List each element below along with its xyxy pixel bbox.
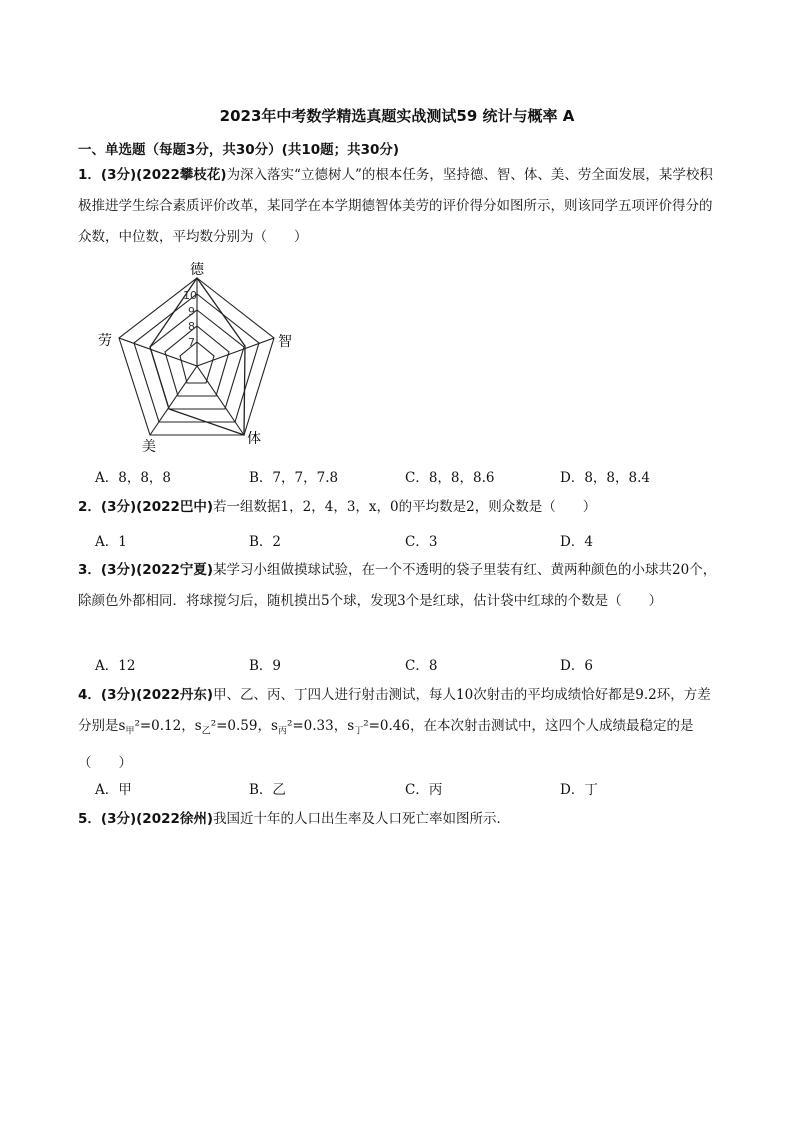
option-c[interactable]: C．8，8，8.6 [405, 470, 495, 486]
option-b[interactable]: B．乙 [249, 782, 286, 798]
option-d[interactable]: D．丁 [560, 782, 598, 798]
question-number: 5． [78, 811, 101, 827]
option-b[interactable]: B．7，7，7.8 [249, 470, 339, 486]
question-4: 4．(3分)(2022丹东)甲、乙、丙、丁四人进行射击测试，每人10次射击的平均成绩恰好都是9.2环，方差分别是$s_甲^2=0.12$，$s_乙^2=0.59$，$s_丙^2=0.33$，$s_丁^2=0.46$，在本次射击测试中，这四个人成绩最稳定的是（ ） [78, 687, 711, 771]
question-meta: (3分)(2022徐州) [100, 811, 214, 827]
question-meta: (3分)(2022丹东) [100, 687, 214, 703]
option-c[interactable]: C．丙 [405, 782, 443, 798]
option-c[interactable]: C．3 [405, 534, 438, 550]
question-4-options [95, 778, 735, 800]
radar-tick-10: 10 [183, 289, 197, 302]
question-number: 4． [78, 687, 101, 703]
radar-chart [90, 258, 310, 458]
question-number: 2． [78, 499, 101, 515]
question-2 [78, 492, 718, 523]
question-1 [78, 160, 718, 253]
question-text: 我国近十年的人口出生率及人口死亡率如图所示． [213, 811, 511, 827]
radar-tick-7: 7 [188, 336, 195, 349]
question-3 [78, 555, 718, 617]
question-meta: (3分)(2022巴中) [100, 499, 214, 515]
question-text-b: 在本次射击测试中，这四个人成绩最稳定的是（ ） [78, 718, 694, 771]
question-3-options [95, 654, 735, 676]
option-a[interactable]: A．1 [95, 534, 127, 550]
option-d[interactable]: D．8，8，8.4 [560, 470, 650, 486]
question-text-a: 甲、乙、丙、丁四人进行射击测试，每人10次射击的平均成绩恰好都是9.2环，方差分别是 [78, 687, 711, 734]
radar-label-mei: 美 [142, 439, 156, 455]
option-a[interactable]: A．8，8，8 [95, 470, 172, 486]
page-title: 2023年中考数学精选真题实战测试59 统计与概率 A [219, 107, 575, 125]
question-text: 若一组数据1，2，4，3，x，0的平均数是2，则众数是（ ） [213, 499, 597, 515]
question-number: 3． [78, 562, 101, 578]
option-d[interactable]: D．6 [560, 658, 593, 674]
question-text: 某学习小组做摸球试验，在一个不透明的袋子里装有红、黄两种颜色的小球共20个，除颜色外都相同．将球搅匀后，随机摸出5个球，发现3个是红球，估计袋中红球的个数是（ ） [78, 562, 717, 609]
question-2-options [95, 530, 735, 552]
radar-tick-8: 8 [188, 320, 195, 333]
option-d[interactable]: D．4 [560, 534, 593, 550]
option-a[interactable]: A．12 [95, 658, 136, 674]
question-number: 1． [78, 167, 101, 183]
radar-label-ti: 体 [247, 431, 261, 447]
option-b[interactable]: B．2 [249, 534, 282, 550]
radar-label-de: 德 [190, 262, 204, 278]
option-a[interactable]: A．甲 [95, 782, 132, 798]
question-text: 为深入落实“立德树人”的根本任务，坚持德、智、体、美、劳全面发展，某学校积极推进学生综合素质评价改革，某同学在本学期德智体美劳的评价得分如图所示，则该同学五项评价得分的众数，中位数，平均数分别为（ ） [78, 167, 713, 245]
radar-label-lao: 劳 [98, 333, 112, 349]
question-meta: (3分)(2022攀枝花) [100, 167, 227, 183]
option-b[interactable]: B．9 [249, 658, 282, 674]
option-c[interactable]: C．8 [405, 658, 438, 674]
question-meta: (3分)(2022宁夏) [100, 562, 214, 578]
radar-label-zhi: 智 [278, 334, 292, 350]
radar-tick-9: 9 [188, 305, 195, 318]
question-5 [78, 804, 718, 835]
section-heading: 一、单选题（每题3分，共30分）(共10题；共30分) [78, 142, 400, 158]
question-1-options [95, 466, 735, 488]
